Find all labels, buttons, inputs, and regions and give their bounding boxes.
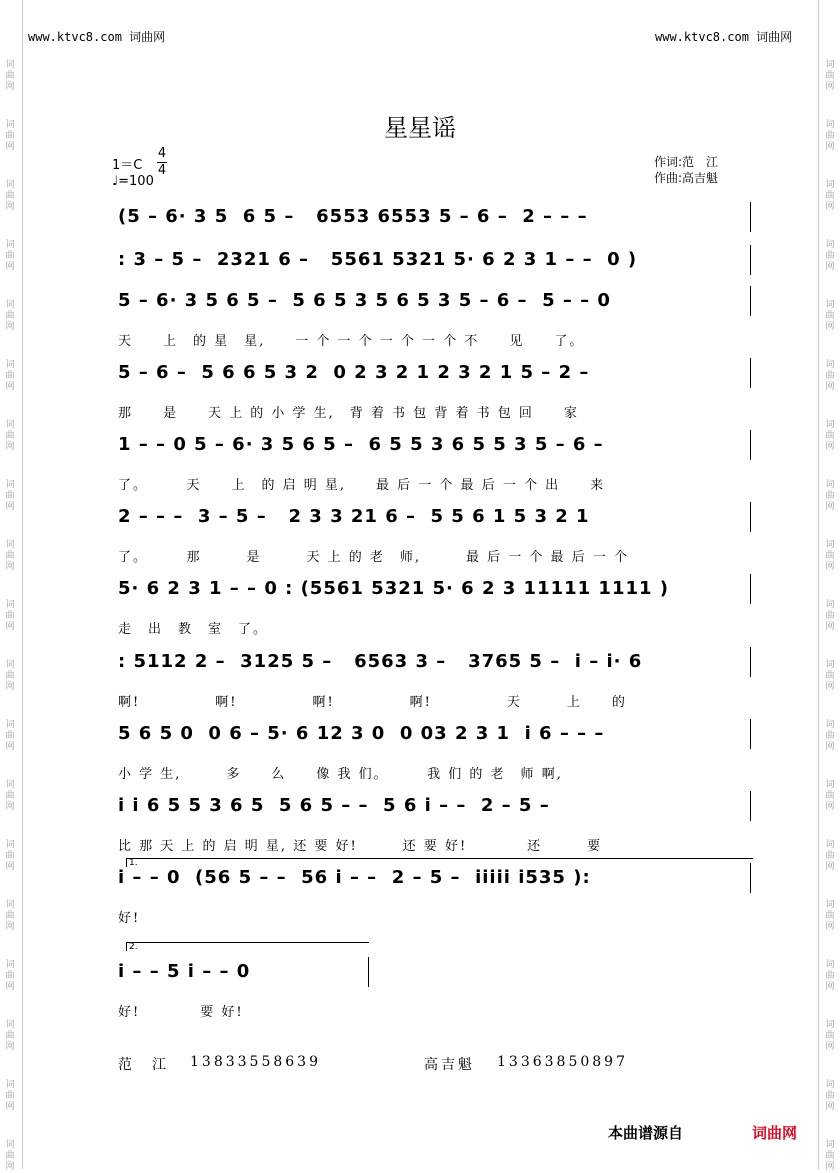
notation-row: 2 – – – 3 – 5 – 2 3 3 21 6 – 5 5 6 1 5 3 2 1 [118, 506, 590, 527]
watermark-mark: 词 曲 网 [825, 300, 835, 332]
watermark-mark: 词 曲 网 [5, 300, 15, 332]
watermark-mark: 词 曲 网 [5, 780, 15, 812]
lyric-row: 那 是 天 上 的 小 学 生, 背 着 书 包 背 着 书 包 回 家 [118, 406, 579, 421]
bar-line [750, 574, 751, 604]
watermark-mark: 词 曲 网 [5, 180, 15, 212]
key-signature: 1＝C [112, 158, 143, 173]
watermark-mark: 词 曲 网 [825, 840, 835, 872]
watermark-mark: 词 曲 网 [825, 600, 835, 632]
bar-line [750, 791, 751, 821]
time-signature [157, 146, 167, 179]
watermark-mark: 词 曲 网 [5, 720, 15, 752]
contact-phone-2: 13363850897 [497, 1054, 628, 1070]
watermark-mark: 词 曲 网 [825, 900, 835, 932]
notation-row: : 5112 2 – 3125 5 – 6563 3 – 3765 5 – i – i· 6 [118, 651, 643, 672]
bar-line [750, 430, 751, 460]
composer-credit: 作曲:高吉魁 [654, 171, 719, 185]
notation-row: i – – 0 (56 5 – – 56 i – – 2 – 5 – iiiii i535 ): [118, 867, 591, 888]
watermark-mark: 词 曲 网 [825, 360, 835, 392]
lyric-row: 小 学 生, 多 么 像 我 们。 我 们 的 老 师 啊, [118, 767, 563, 782]
watermark-mark: 词 曲 网 [5, 360, 15, 392]
bar-line [750, 647, 751, 677]
watermark-mark: 词 曲 网 [5, 240, 15, 272]
watermark-mark: 词 曲 网 [825, 120, 835, 152]
lyric-row: 好! [118, 911, 141, 926]
bar-line [368, 957, 369, 987]
lyric-row: 天 上 的 星 星, 一 个 一 个 一 个 一 个 不 见 了。 [118, 334, 585, 349]
lyric-row: 啊! 啊! 啊! 啊! 天 上 的 [118, 695, 627, 710]
site-header-left[interactable]: www.ktvc8.com 词曲网 [28, 30, 166, 44]
song-title: 星星谣 [384, 114, 456, 142]
watermark-mark: 词 曲 网 [825, 240, 835, 272]
notation-row: 5 – 6· 3 5 6 5 – 5 6 5 3 5 6 5 3 5 – 6 – 5 – – 0 [118, 290, 611, 311]
notation-row: 5 – 6 – 5 6 6 5 3 2 0 2 3 2 1 2 3 2 1 5 – 2 – [118, 362, 590, 383]
watermark-mark: 词 曲 网 [825, 780, 835, 812]
watermark-mark: 词 曲 网 [825, 660, 835, 692]
watermark-mark: 词 曲 网 [5, 660, 15, 692]
watermark-mark: 词 曲 网 [825, 420, 835, 452]
lyric-row: 了。 天 上 的 启 明 星, 最 后 一 个 最 后 一 个 出 来 [118, 478, 606, 493]
watermark-mark: 词 曲 网 [5, 60, 15, 92]
watermark-mark: 词 曲 网 [825, 480, 835, 512]
contact-name-1: 范 江 [118, 1057, 169, 1073]
site-header-right[interactable]: www.ktvc8.com 词曲网 [655, 30, 793, 44]
bar-line [750, 358, 751, 388]
first-ending: 1. [126, 858, 753, 867]
watermark-mark: 词 曲 网 [825, 1080, 835, 1112]
watermark-mark: 词 曲 网 [825, 720, 835, 752]
watermark-mark: 词 曲 网 [5, 420, 15, 452]
contact-name-2: 高吉魁 [424, 1057, 475, 1073]
watermark-mark: 词 曲 网 [825, 960, 835, 992]
watermark-mark: 词 曲 网 [5, 1080, 15, 1112]
watermark-mark: 词 曲 网 [825, 180, 835, 212]
meter-top: 4 [157, 146, 167, 161]
watermark-mark: 词 曲 网 [5, 1140, 15, 1172]
bar-line [750, 202, 751, 232]
source-label: 本曲谱源自 [608, 1124, 684, 1142]
lyricist-credit: 作词:范 江 [654, 155, 719, 169]
notation-row: i i 6 5 5 3 6 5 5 6 5 – – 5 6 i – – 2 – 5 – [118, 795, 550, 816]
lyric-row: 比 那 天 上 的 启 明 星, 还 要 好! 还 要 好! 还 要 [118, 839, 603, 854]
meter-bottom: 4 [157, 163, 167, 178]
watermark-mark: 词 曲 网 [5, 540, 15, 572]
bar-line [750, 719, 751, 749]
watermark-mark: 词 曲 网 [5, 1020, 15, 1052]
watermark-mark: 词 曲 网 [5, 480, 15, 512]
watermark-mark: 词 曲 网 [825, 540, 835, 572]
notation-row: 1 – – 0 5 – 6· 3 5 6 5 – 6 5 5 3 6 5 5 3 5 – 6 – [118, 434, 604, 455]
lyric-row: 好! 要 好! [118, 1005, 244, 1020]
watermark-mark: 词 曲 网 [5, 960, 15, 992]
watermark-mark: 词 曲 网 [5, 840, 15, 872]
notation-row: : 3 – 5 – 2321 6 – 5561 5321 5· 6 2 3 1 – – 0 ) [118, 249, 638, 270]
watermark-mark: 词 曲 网 [825, 1020, 835, 1052]
notation-row: 5· 6 2 3 1 – – 0 : (5561 5321 5· 6 2 3 11111 1111 ) [118, 578, 670, 599]
watermark-mark: 词 曲 网 [825, 1140, 835, 1172]
second-ending: 2. [126, 942, 369, 951]
bar-line [750, 286, 751, 316]
lyric-row: 走 出 教 室 了。 [118, 622, 269, 637]
notation-row: (5 – 6· 3 5 6 5 – 6553 6553 5 – 6 – 2 – – – [118, 206, 588, 227]
bar-line [750, 502, 751, 532]
lyric-row: 了。 那 是 天 上 的 老 师, 最 后 一 个 最 后 一 个 [118, 550, 629, 565]
notation-row: 5 6 5 0 0 6 – 5· 6 12 3 0 0 03 2 3 1 i 6 – – – [118, 723, 605, 744]
tempo-marking: ♩=100 [112, 174, 154, 189]
watermark-mark: 词 曲 网 [5, 120, 15, 152]
watermark-mark: 词 曲 网 [5, 600, 15, 632]
bar-line [750, 245, 751, 275]
bar-line [750, 863, 751, 893]
watermark-mark: 词 曲 网 [825, 60, 835, 92]
source-site-link[interactable]: 词曲网 [752, 1124, 798, 1142]
watermark-mark: 词 曲 网 [5, 900, 15, 932]
notation-row: i – – 5 i – – 0 [118, 961, 251, 982]
contact-phone-1: 13833558639 [190, 1054, 321, 1070]
